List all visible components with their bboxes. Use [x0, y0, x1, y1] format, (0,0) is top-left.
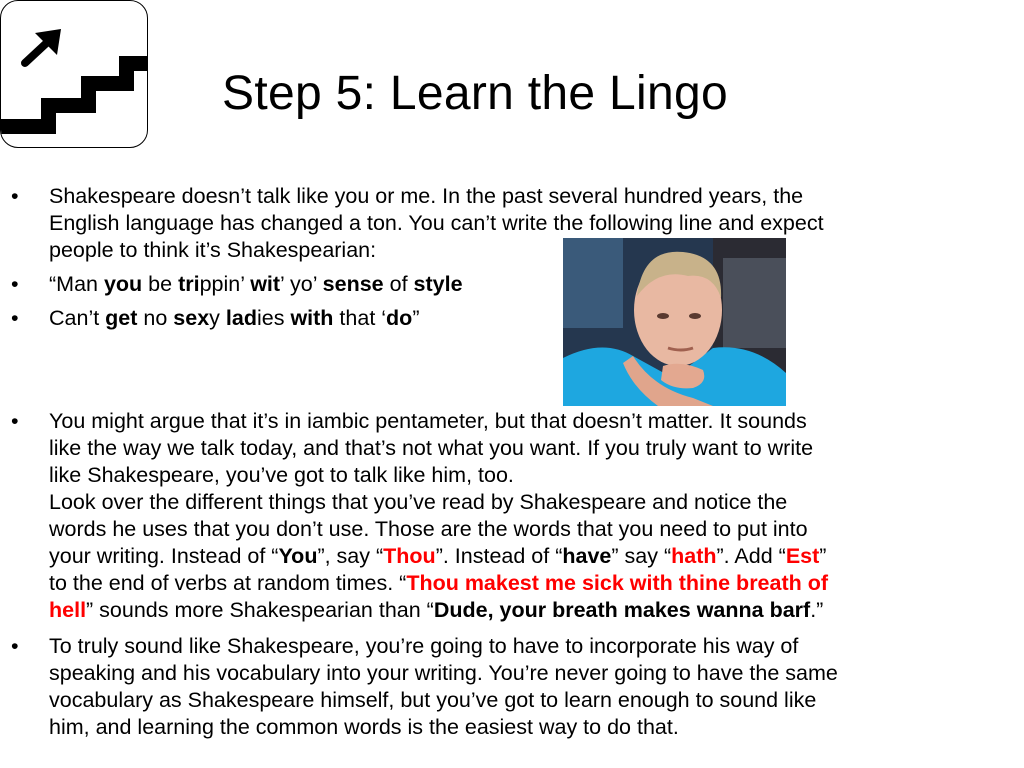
- text-run: that ‘: [333, 306, 387, 330]
- red-bold-run: hath: [671, 544, 717, 568]
- text-run: y: [209, 306, 226, 330]
- bullet-4-line-3: like Shakespeare, you’ve got to talk like him, too.: [49, 463, 514, 487]
- text-run: your writing. Instead of “: [49, 544, 279, 568]
- bullet-4-line-6: [49, 543, 826, 570]
- bullet-4-line-8: [49, 597, 823, 624]
- bold-run: with: [290, 306, 334, 330]
- bold-run: lad: [225, 306, 257, 330]
- bold-run: wit: [250, 272, 281, 296]
- bold-run: you: [103, 272, 143, 296]
- bullet-3-text: [49, 305, 420, 332]
- bullet-4-line-5: words he uses that you don’t use. Those are the words that you need to put into: [49, 517, 808, 541]
- bold-run: sex: [173, 306, 210, 330]
- bullet-5-line-3: vocabulary as Shakespeare himself, but you’ve got to learn enough to sound like: [49, 688, 817, 712]
- red-bold-run: hell: [49, 598, 87, 622]
- bullet-marker: •: [11, 272, 19, 296]
- bold-run: Dude, your breath makes wanna barf: [433, 598, 811, 622]
- text-run: ”. Add “: [716, 544, 786, 568]
- bullet-marker: •: [11, 306, 19, 330]
- bold-run: get: [105, 306, 138, 330]
- text-run: ppin’: [199, 272, 251, 296]
- bold-run: You: [278, 544, 318, 568]
- text-run: ”: [819, 544, 827, 568]
- bullet-1-line-1: Shakespeare doesn’t talk like you or me. In the past several hundred years, the: [49, 184, 804, 208]
- bullet-marker: •: [11, 634, 19, 658]
- text-run: ” say “: [611, 544, 672, 568]
- bullet-4-line-7: [49, 570, 828, 597]
- slide-title: Step 5: Learn the Lingo: [222, 67, 728, 120]
- text-run: ”: [412, 306, 420, 330]
- text-run: ’ yo’: [280, 272, 323, 296]
- text-run: to the end of verbs at random times. “: [49, 571, 407, 595]
- bullet-4-line-4: Look over the different things that you’ve read by Shakespeare and notice the: [49, 490, 788, 514]
- bullet-5-line-2: speaking and his vocabulary into your writing. You’re never going to have the same: [49, 661, 838, 685]
- text-run: ”, say “: [317, 544, 384, 568]
- red-bold-run: Thou makest me sick with thine breath of: [406, 571, 829, 595]
- bullet-5-line-1: To truly sound like Shakespeare, you’re going to have to incorporate his way of: [49, 634, 799, 658]
- red-bold-run: Est: [785, 544, 820, 568]
- bold-run: tri: [178, 272, 200, 296]
- bullet-5-line-4: him, and learning the common words is the easiest way to do that.: [49, 715, 679, 739]
- text-run: Can’t: [49, 306, 106, 330]
- text-run: of: [383, 272, 414, 296]
- text-run: ”. Instead of “: [435, 544, 563, 568]
- bullet-1-line-2: English language has changed a ton. You can’t write the following line and expect: [49, 211, 824, 235]
- text-run: ” sounds more Shakespearian than “: [86, 598, 434, 622]
- text-run: ies: [256, 306, 291, 330]
- text-run: no: [137, 306, 174, 330]
- bullet-1-line-3: people to think it’s Shakespearian:: [49, 238, 377, 262]
- text-run: .”: [810, 598, 824, 622]
- bullet-marker: •: [11, 184, 19, 208]
- bold-run: sense: [322, 272, 384, 296]
- bullet-2-text: [49, 271, 463, 298]
- bold-run: do: [386, 306, 413, 330]
- red-bold-run: Thou: [383, 544, 436, 568]
- bullet-marker: •: [11, 409, 19, 433]
- bullet-4-line-1: You might argue that it’s in iambic pentameter, but that doesn’t matter. It sounds: [49, 409, 807, 433]
- bold-run: have: [562, 544, 612, 568]
- bullet-4-line-2: like the way we talk today, and that’s not what you want. If you truly want to write: [49, 436, 814, 460]
- bold-run: style: [413, 272, 463, 296]
- text-run: be: [142, 272, 179, 296]
- text-run: “Man: [49, 272, 104, 296]
